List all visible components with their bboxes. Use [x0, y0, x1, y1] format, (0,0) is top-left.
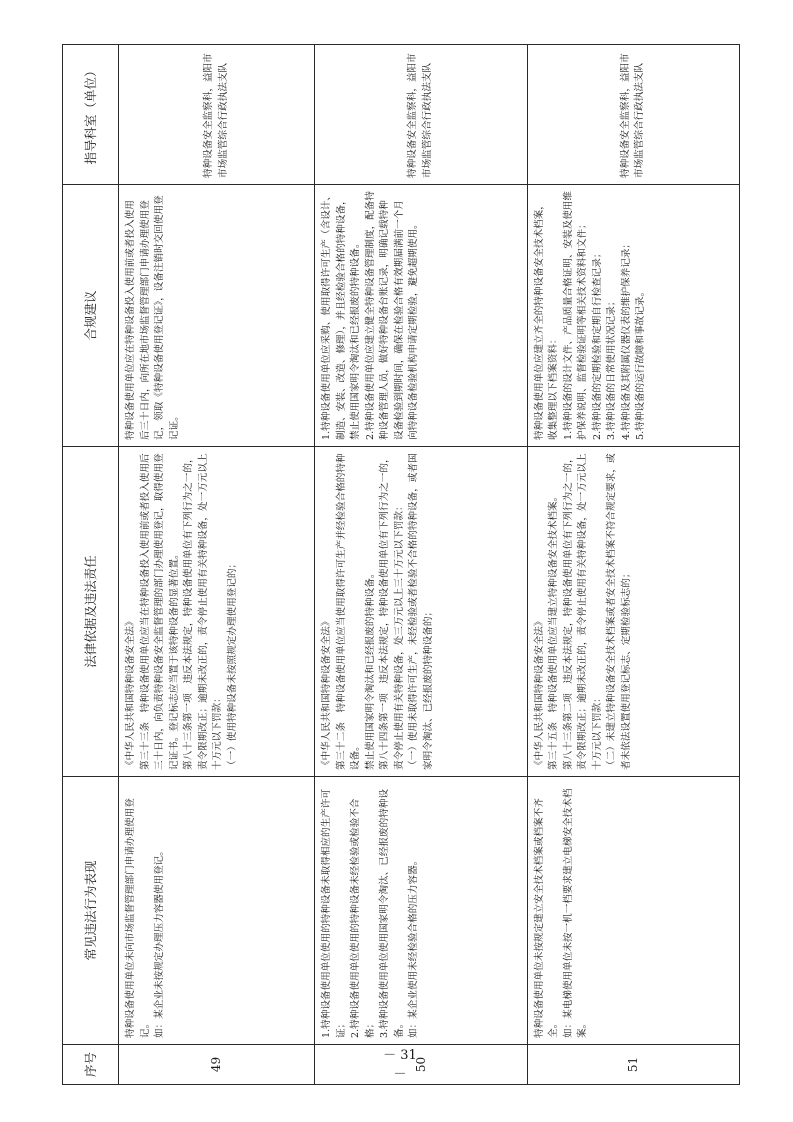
law-article: 禁止使用国家明令淘汰和已经报废的特种设备。 — [364, 568, 376, 770]
law-title: 《中华人民共和国特种设备安全法》 — [125, 616, 136, 770]
behavior-text: 2.特种设备使用单位使用的特种设备未经检验或检验不合格； — [350, 798, 376, 1038]
advice-text: 1.特种设备的设计文件、产品质量合格证明、安装及使用维护保养说明、监督检验证明等相关技术资料和文件； — [562, 191, 589, 440]
row-number: 49 — [119, 1045, 315, 1085]
advice-text: 1.特种设备使用单位应采购、使用取得许可生产（含设计、制造、安装、改造、修理），并且经检验合格的特种设备，禁止使用国家明令淘汰和已经报废的特种设备。 — [321, 191, 362, 440]
behavior-text: 特种设备使用单位未向市场监督管理部门申请办理使用登记。 — [125, 798, 151, 1038]
law-article: （二）未建立特种设备安全技术档案或者安全技术档案不符合规定要求，或者未依法设置使用登记标志、定期检验标志的； — [606, 453, 632, 770]
advice-cell — [315, 185, 527, 447]
behavior-example: 如：某企业使用未经检验合格的压力容器。 — [408, 855, 420, 1038]
law-article: （一）使用特种设备未按照规定办理使用登记的； — [226, 558, 238, 770]
table-row — [527, 45, 739, 1085]
law-cell — [527, 447, 739, 777]
law-article: （一）使用未取得许可生产，未经检验或者检验不合格的特种设备，或者国家明令淘汰、已经报废的特种设备的； — [408, 453, 434, 770]
law-cell — [119, 447, 315, 777]
table-row — [315, 45, 527, 1085]
behavior-cell — [527, 777, 739, 1045]
behavior-text: 3.特种设备使用单位使用国家明令淘汰、已经报废的特种设备。 — [379, 789, 405, 1038]
header-seq: 序号 — [63, 1045, 119, 1085]
advice-text: 3.特种设备的日常使用状况记录； — [606, 296, 618, 440]
unit-cell: 特种设备安全监察科，益阳市市场监管综合行政执法支队 — [119, 45, 315, 185]
advice-text: 特种设备使用单位应在特种设备投入使用前或者投入使用后三十日内，向所在地市场监督管理部门申请办理使用登记，领取《特种设备使用登记证》，设备注销时交回使用登记证。 — [125, 195, 180, 440]
unit-cell: 特种设备安全监察科，益阳市市场监管综合行政执法支队 — [527, 45, 739, 185]
law-article: 第八十三条第二项 违反本法规定，特种设备使用单位有下列行为之一的，责令限期改正；逾期未改正的，责令停止使用有关特种设备，处一万元以上十万元以下罚款： — [562, 453, 603, 770]
advice-cell — [119, 185, 315, 447]
header-advice: 合规建议 — [63, 185, 119, 447]
unit-cell: 特种设备安全监察科，益阳市市场监管综合行政执法支队 — [315, 45, 527, 185]
law-article: 第三十三条 特种设备使用单位应当在特种设备投入使用前或者投入使用后三十日内，向负责特种设备安全监督管理的部门办理使用登记，取得使用登记证书。登记标志应当置于该特种设备的显著位置。 — [139, 453, 180, 770]
law-article: 第三十五条 特种设备使用单位应当建立特种设备安全技术档案。 — [548, 491, 560, 770]
behavior-example: 如：某企业未按规定办理压力容器使用登记。 — [154, 846, 165, 1038]
law-cell — [315, 447, 527, 777]
behavior-text: 1.特种设备使用单位使用的特种设备未取得相应的生产许可证； — [321, 789, 347, 1038]
law-article: 第八十三条第一项 违反本法规定，特种设备使用单位有下列行为之一的，责令限期改正；逾期未改正的，责令停止使用有关特种设备，处一万元以上十万元以下罚款： — [183, 453, 223, 770]
rotated-table-sheet — [62, 45, 740, 1085]
behavior-example: 如：某电梯使用单位未按一机一档要求建立电梯安全技术档案。 — [562, 788, 589, 1038]
advice-cell — [527, 185, 739, 447]
law-title: 《中华人民共和国特种设备安全法》 — [321, 616, 333, 770]
law-title: 《中华人民共和国特种设备安全法》 — [533, 616, 545, 770]
page-number: － 31 － — [383, 1048, 417, 1082]
header-behavior: 常见违法行为表现 — [63, 777, 119, 1045]
behavior-cell — [119, 777, 315, 1045]
advice-text: 2.特种设备使用单位应建立健全特种设备管理制度，配备特种设备管理人员，做好特种设备台账记录，明确记载特种设备检验到期时间，确保在检验合格有效期届满前一个月向特种设备检验机构申请定期检验，避免超期使用。 — [364, 191, 420, 440]
violations-table — [62, 44, 740, 1085]
header-unit: 指导科室（单位） — [63, 45, 119, 185]
header-law: 法律依据及违法责任 — [63, 447, 119, 777]
table-header-row — [63, 45, 119, 1085]
advice-text: 特种设备使用单位应建立齐全的特种设备安全技术档案，收集整理以下档案资料： — [533, 200, 560, 440]
advice-text: 4.特种设备及其附属仪器仪表的维护保养记录； — [620, 238, 632, 440]
row-number: 50 — [315, 1045, 527, 1085]
law-article: 第三十二条 特种设备使用单位应当使用取得许可生产并经检验合格的特种设备。 — [335, 453, 362, 770]
behavior-text: 特种设备使用单位未按规定建立安全技术档案或档案不齐全。 — [533, 798, 560, 1038]
law-article: 第八十四条第一项 违反本法规定，特种设备使用单位有下列行为之一的，责令停止使用有关特种设备，处三万元以上三十万元以下罚款： — [379, 453, 405, 770]
row-number: 51 — [527, 1045, 739, 1085]
advice-text: 2.特种设备的定期检验和定期自行检查记录； — [591, 248, 603, 440]
table-row — [119, 45, 315, 1085]
advice-text: 5.特种设备的运行故障和事故记录。 — [635, 286, 647, 440]
behavior-cell — [315, 777, 527, 1045]
